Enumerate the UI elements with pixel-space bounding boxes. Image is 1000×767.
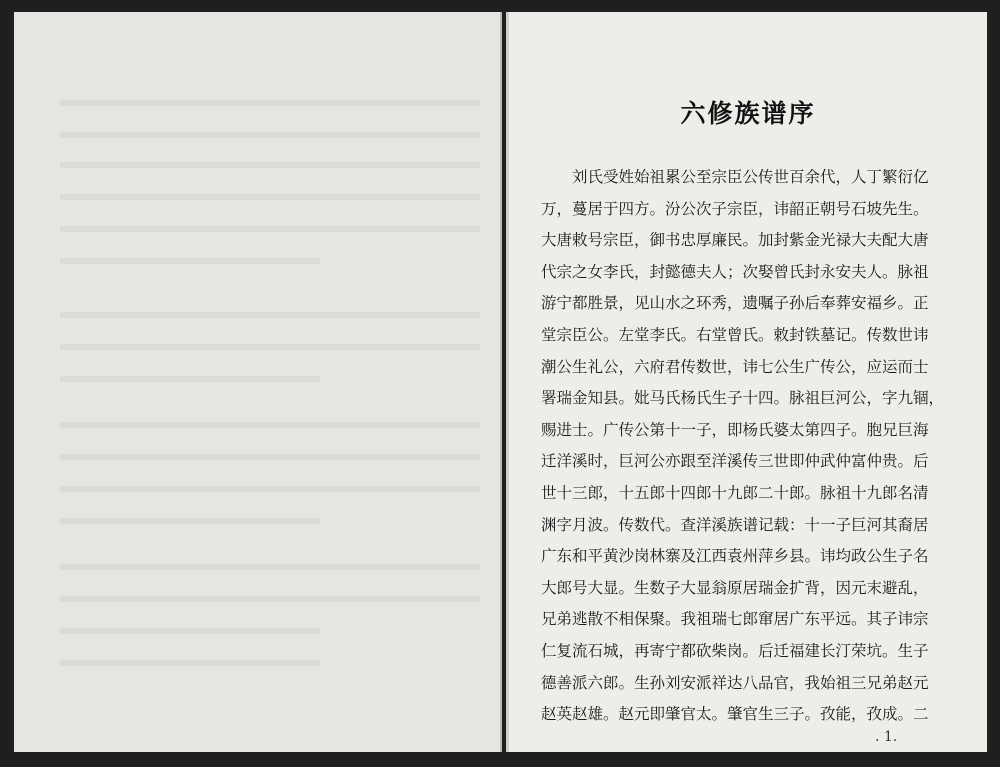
text-line: 大郎号大显。生数子大显翁原居瑞金扩背，因元末避乱， <box>541 578 929 597</box>
body-text <box>541 162 961 731</box>
right-page <box>506 12 987 752</box>
bleed-through-mark <box>60 486 480 492</box>
bleed-through-mark <box>60 344 480 350</box>
bleed-through-mark <box>60 162 480 168</box>
text-line: 刘氏受姓始祖累公至宗臣公传世百余代，人丁繁衍亿 <box>572 168 929 186</box>
bleed-through-mark <box>60 132 480 138</box>
bleed-through-mark <box>60 312 480 318</box>
bleed-through-mark <box>60 422 480 428</box>
text-line: 赵英赵雄。赵元即肇官太。肇官生三子。孜能，孜成。二 <box>541 705 929 724</box>
text-line: 赐进士。广传公第十一子，即杨氏婆太第四子。胞兄巨海 <box>541 420 929 439</box>
bleed-through-mark <box>60 194 480 200</box>
text-line: 仁复流石城，再寄宁都砍柴岗。后迁福建长汀荣坑。生子 <box>541 641 929 660</box>
bleed-through-mark <box>60 100 480 106</box>
text-line: 世十三郎，十五郎十四郎十九郎二十郎。脉祖十九郎名清 <box>541 483 929 502</box>
bleed-through-mark <box>60 376 320 382</box>
bleed-through-mark <box>60 596 480 602</box>
text-line: 德善派六郎。生孙刘安派祥达八品官，我始祖三兄弟赵元 <box>541 673 929 692</box>
text-line: 兄弟逃散不相保聚。我祖瑞七郎窜居广东平远。其子讳宗 <box>541 610 929 629</box>
text-line: 游宁都胜景，见山水之环秀，遗嘱子孙后奉葬安福乡。正 <box>541 294 929 313</box>
bleed-through-mark <box>60 628 320 634</box>
page-number: . 1. <box>875 729 898 745</box>
bleed-through-mark <box>60 660 320 666</box>
page-title: 六修族谱序 <box>680 99 816 128</box>
bleed-through-mark <box>60 258 320 264</box>
bleed-through-mark <box>60 226 480 232</box>
text-line: 堂宗臣公。左堂李氏。右堂曾氏。敕封铁墓记。传数世讳 <box>541 325 929 344</box>
text-line: 广东和平黄沙岗林寨及江西袁州萍乡县。讳均政公生子名 <box>541 547 929 566</box>
bleed-through-mark <box>60 564 480 570</box>
bleed-through-mark <box>60 518 320 524</box>
left-page-blank <box>14 12 502 752</box>
text-line: 迁洋溪时，巨河公亦跟至洋溪传三世即仲武仲富仲贵。后 <box>541 452 929 471</box>
bleed-through-mark <box>60 454 480 460</box>
text-line: 代宗之女李氏，封懿德夫人；次娶曾氏封永安夫人。脉祖 <box>541 262 929 281</box>
text-line: 渊字月波。传数代。查洋溪族谱记载：十一子巨河其裔居 <box>541 515 929 534</box>
text-line: 万，蔓居于四方。汾公次子宗臣，讳韶正朝号石坡先生。 <box>541 199 929 218</box>
text-line: 潮公生礼公，六府君传数世，讳七公生广传公，应运而士 <box>541 357 929 376</box>
text-line: 大唐敕号宗臣，御书忠厚廉民。加封紫金光禄大夫配大唐 <box>541 231 929 250</box>
text-line: 署瑞金知县。妣马氏杨氏生子十四。脉祖巨河公，字九锢， <box>541 389 945 408</box>
